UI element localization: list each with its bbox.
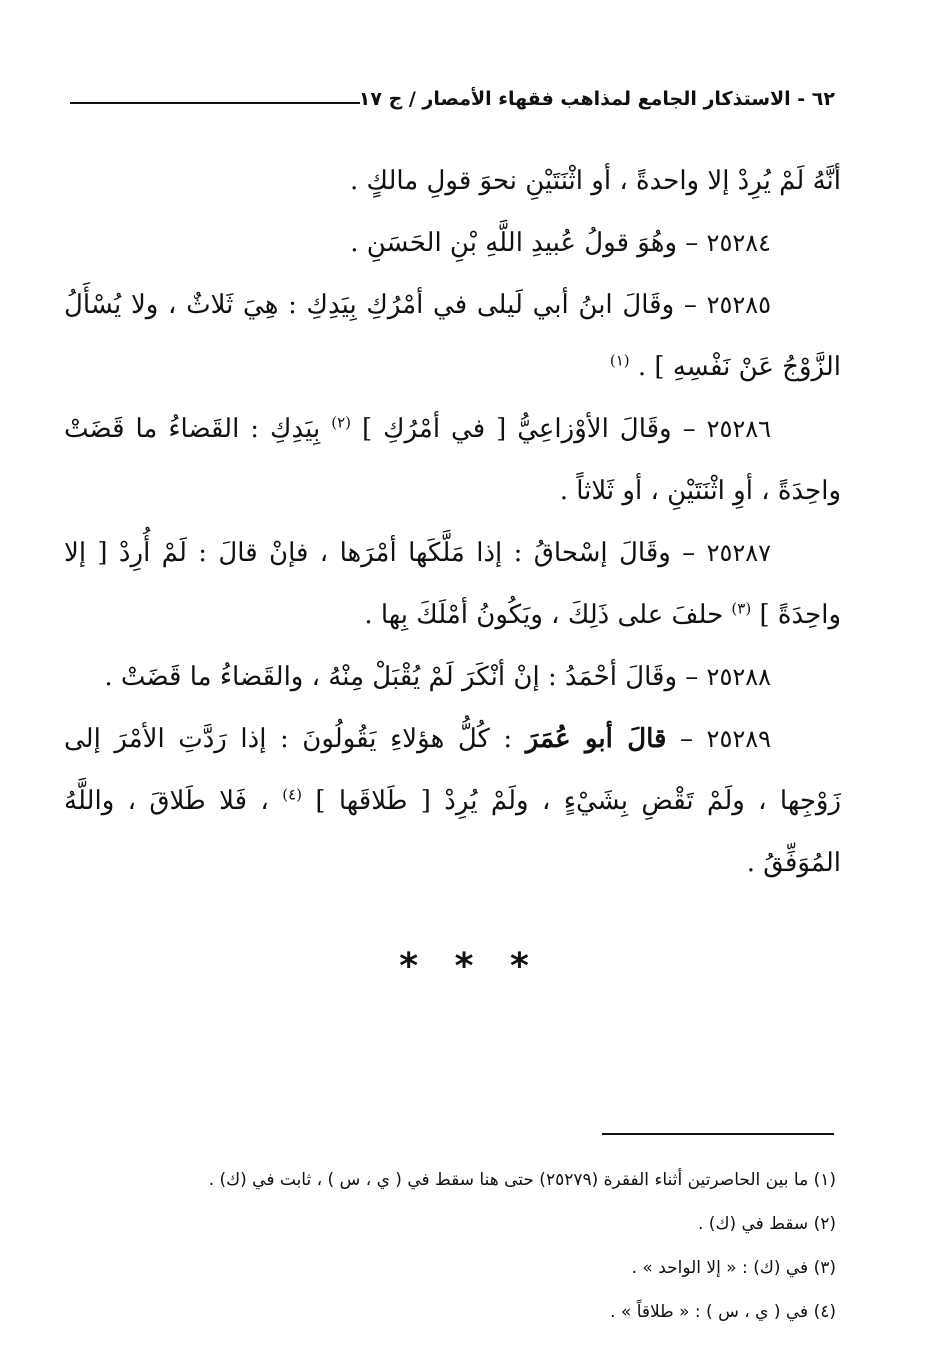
paragraph-text: حلفَ على ذَلِكَ ، ويَكُونُ أمْلَكَ بِها . <box>364 600 724 630</box>
paragraph-text: وقَالَ الأوْزاعِيُّ [ في أمْرُكِ ] <box>362 414 672 444</box>
main-text <box>64 150 841 894</box>
paragraph: ٢٥٢٨٦ – وقَالَ الأوْزاعِيُّ [ في أمْرُكِ ] $^{(٢)}$ بِيَدِكِ : القَضاءُ ما قَضَتْ واحِدَةً ، أوِ اثْنَتَيْنِ ، أو ثَلاثاً . <box>64 413 841 506</box>
footnotes <box>76 1158 836 1334</box>
footnote: (١) ما بين الحاصرتين أثناء الفقرة (٢٥٢٧٩) حتى هنا سقط في ( ي ، س ) ، ثابت في (ك) . <box>208 1170 836 1190</box>
paragraph-text: وقَالَ أحْمَدُ : إنْ أنْكَرَ لَمْ يُقْبَلْ مِنْهُ ، والقَضاءُ ما قَضَتْ . <box>104 662 678 692</box>
footnote-marker[interactable]: (٢) <box>331 413 351 432</box>
paragraph-number: ٢٥٢٨٧ <box>706 539 772 567</box>
footnote-marker[interactable]: (١) <box>609 351 630 370</box>
paragraph-text: : كُلُّ هؤلاءِ يَقُولُونَ : إذا رَدَّتِ الأمْرَ إلى زَوْجِها ، ولَمْ تَقْضِ بِشَيْءٍ ، ولَمْ يُرِدْ [ طَلاقَها ] <box>64 724 842 816</box>
footnote-marker[interactable]: (٤) <box>282 785 302 804</box>
page-header <box>70 84 835 124</box>
header-rule <box>70 102 360 104</box>
paragraph: ٢٥٢٨٨ – وقَالَ أحْمَدُ : إنْ أنْكَرَ لَمْ يُقْبَلْ مِنْهُ ، والقَضاءُ ما قَضَتْ . <box>104 662 771 692</box>
paragraph-number: ٢٥٢٨٤ <box>706 229 771 257</box>
footnote: (٤) في ( ي ، س ) : « طلاقاً » . <box>610 1302 836 1322</box>
paragraph-text: بِيَدِكِ : القَضاءُ ما قَضَتْ واحِدَةً ، أوِ اثْنَتَيْنِ ، أو ثَلاثاً . <box>64 414 841 506</box>
footnote-rule <box>602 1133 834 1135</box>
footnote: (٢) سقط في (ك) . <box>698 1214 836 1234</box>
paragraph-text: وهُوَ قولُ عُبيدِ اللَّهِ بْنِ الحَسَنِ . <box>350 228 678 258</box>
footnote-marker[interactable]: (٣) <box>731 599 752 618</box>
running-title: ٦٢ - الاستذكار الجامع لمذاهب فقهاء الأمصار / ج ١٧ <box>358 88 835 110</box>
paragraph: ٢٥٢٨٧ – وقَالَ إسْحاقُ : إذا مَلَّكَها أمْرَها ، فإنْ قالَ : لَمْ أُرِدْ [ إلا واحِدَةً ] $^{(٣)}$ حلفَ على ذَلِكَ ، ويَكُونُ أمْلَكَ بِها . <box>64 538 841 630</box>
paragraph: ٢٥٢٨٤ – وهُوَ قولُ عُبيدِ اللَّهِ بْنِ الحَسَنِ . <box>350 228 771 258</box>
paragraph-number: ٢٥٢٨٦ <box>706 415 772 443</box>
paragraph-text: أنَّهُ لَمْ يُرِدْ إلا واحدةً ، أو اثْنَتَيْنِ نحوَ قولِ مالكٍ . <box>350 166 841 196</box>
paragraph: ٢٥٢٨٩ – قالَ أبو عُمَرَ : كُلُّ هؤلاءِ يَقُولُونَ : إذا رَدَّتِ الأمْرَ إلى زَوْجِها ، ولَمْ تَقْضِ بِشَيْءٍ ، ولَمْ يُرِدْ [ طَلاقَها ] $^{(٤)}$ ، فَلا طَلاقَ ، واللَّهُ المُوَفِّقُ . <box>64 724 842 878</box>
paragraph-text: وقَالَ ابنُ أبي لَيلى في أمْرُكِ بِيَدِكِ : هِيَ ثَلاثٌ ، ولا يُسْأَلُ الزَّوْجُ عَنْ نَفْسِهِ ] . <box>64 290 841 382</box>
paragraph-number: ٢٥٢٨٩ <box>706 725 771 753</box>
section-ornament: * * * <box>399 946 541 987</box>
paragraph-number: ٢٥٢٨٨ <box>706 663 771 691</box>
paragraph-text: وقَالَ إسْحاقُ : إذا مَلَّكَها أمْرَها ، فإنْ قالَ : لَمْ أُرِدْ [ إلا واحِدَةً ] <box>64 538 841 630</box>
paragraph <box>64 150 841 212</box>
speaker-lead: قالَ أبو عُمَرَ <box>525 724 667 754</box>
paragraph: ٢٥٢٨٥ – وقَالَ ابنُ أبي لَيلى في أمْرُكِ بِيَدِكِ : هِيَ ثَلاثٌ ، ولا يُسْأَلُ الزَّوْجُ عَنْ نَفْسِهِ ] . $^{(١)}$ <box>64 290 841 382</box>
paragraph-text: ، فَلا طَلاقَ ، واللَّهُ المُوَفِّقُ . <box>64 786 841 878</box>
footnote: (٣) في (ك) : « إلا الواحد » . <box>631 1258 836 1278</box>
paragraph-number: ٢٥٢٨٥ <box>706 291 772 319</box>
